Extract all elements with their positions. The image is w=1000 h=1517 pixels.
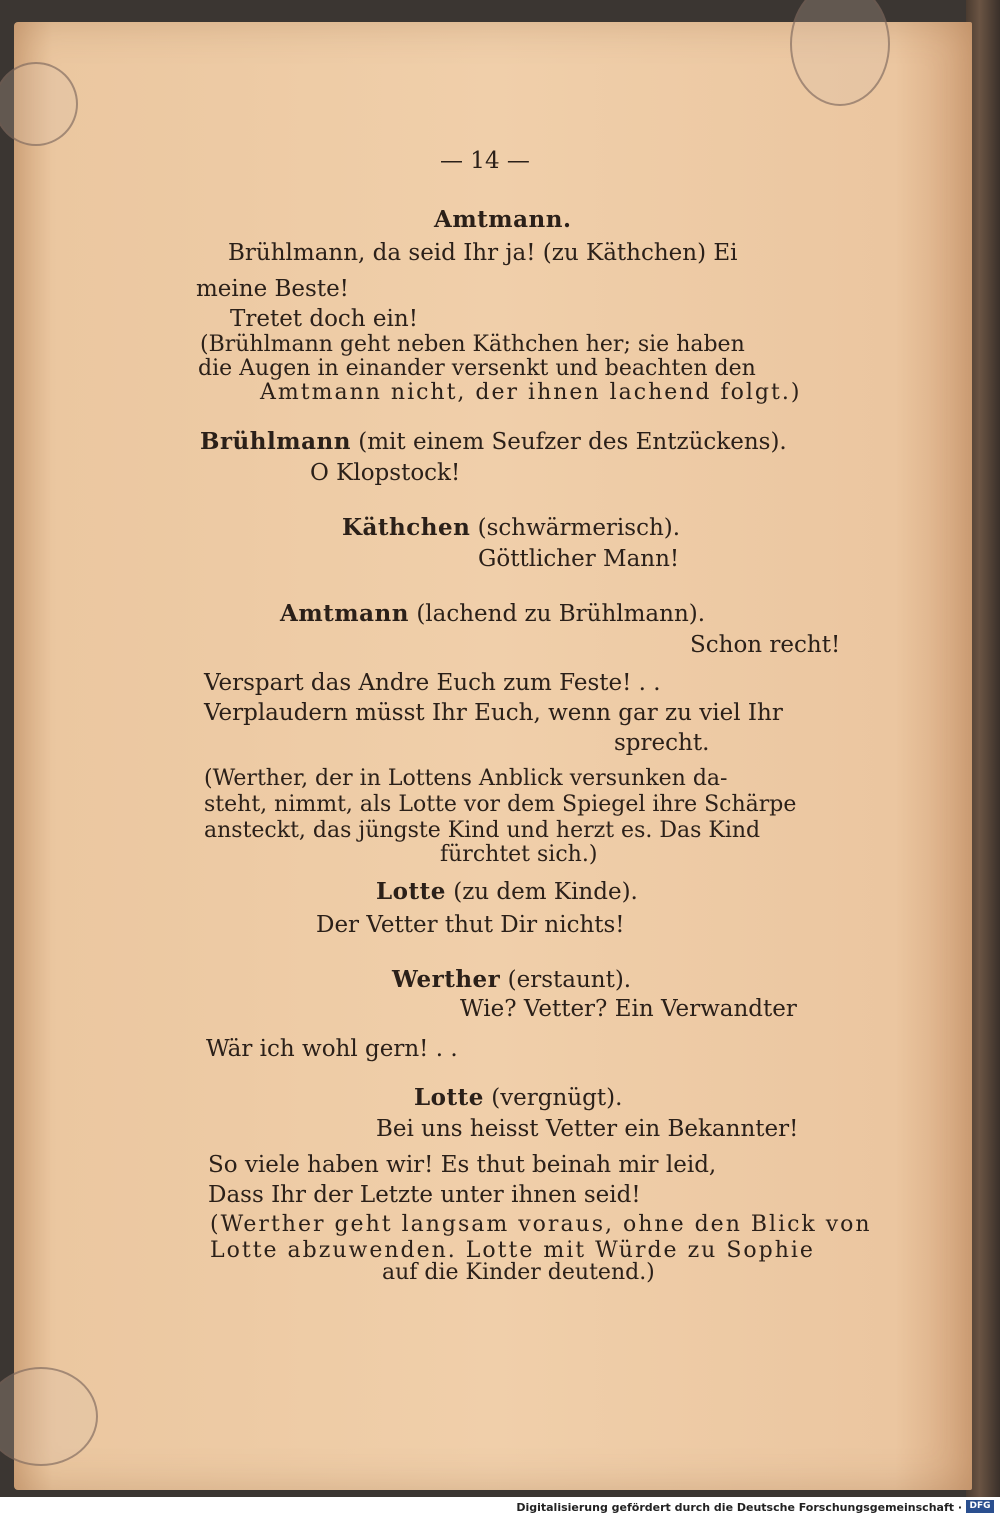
dialogue-line: O Klopstock! xyxy=(310,460,461,486)
dialogue-line: Wie? Vetter? Ein Verwandter xyxy=(460,996,797,1022)
stage-direction: (schwärmerisch). xyxy=(477,515,681,541)
page-clip-top-right xyxy=(790,0,890,106)
speaker-line xyxy=(414,1086,622,1110)
dialogue-line: Brühlmann, da seid Ihr ja! (zu Käthchen) Ei xyxy=(228,240,738,266)
speaker-line xyxy=(280,602,705,626)
dialogue-line: Dass Ihr der Letzte unter ihnen seid! xyxy=(208,1182,641,1208)
stage-direction: (mit einem Seufzer des Entzückens). xyxy=(358,429,787,455)
speaker-amtmann: Amtmann xyxy=(280,600,409,627)
stage-direction: (zu dem Kinde). xyxy=(453,879,638,905)
speaker-werther: Werther xyxy=(392,966,501,993)
digitization-footer xyxy=(0,1497,1000,1517)
stage-direction: die Augen in einander versenkt und beachten den xyxy=(198,356,756,381)
stage-direction: fürchtet sich.) xyxy=(440,842,598,867)
book-page xyxy=(14,22,972,1490)
dialogue-line: Bei uns heisst Vetter ein Bekannter! xyxy=(376,1116,799,1142)
dialogue-line: meine Beste! xyxy=(196,276,349,302)
page-clip-top-left xyxy=(0,62,78,146)
dialogue-line: Göttlicher Mann! xyxy=(478,546,680,572)
dialogue-line: Schon recht! xyxy=(690,632,841,658)
stage-direction: (Werther geht langsam voraus, ohne den Blick von xyxy=(210,1212,872,1237)
stage-direction: ansteckt, das jüngste Kind und herzt es. Das Kind xyxy=(204,818,761,843)
dialogue-line: Verspart das Andre Euch zum Feste! . . xyxy=(204,670,661,696)
speaker-line xyxy=(200,430,787,454)
stage-direction: Amtmann nicht, der ihnen lachend folgt.) xyxy=(260,380,802,405)
stage-direction: steht, nimmt, als Lotte vor dem Spiegel ihre Schärpe xyxy=(204,792,797,817)
dialogue-line: Verplaudern müsst Ihr Euch, wenn gar zu viel Ihr xyxy=(204,700,783,726)
speaker-line xyxy=(376,880,638,904)
speaker-line xyxy=(392,968,631,992)
speaker-kaethchen: Käthchen xyxy=(342,514,471,541)
footer-credit: Digitalisierung gefördert durch die Deutsche Forschungsgemeinschaft · xyxy=(516,1501,962,1514)
stage-direction: (lachend zu Brühlmann). xyxy=(416,601,706,627)
dialogue-line: sprecht. xyxy=(614,730,710,756)
stage-direction: auf die Kinder deutend.) xyxy=(382,1260,655,1285)
dialogue-line: Der Vetter thut Dir nichts! xyxy=(316,912,625,938)
stage-direction: Lotte abzuwenden. Lotte mit Würde zu Sophie xyxy=(210,1238,815,1263)
speaker-line xyxy=(342,516,680,540)
speaker-amtmann: Amtmann. xyxy=(434,206,572,233)
page-number: — 14 — xyxy=(440,148,530,174)
page-clip-bottom-left xyxy=(0,1367,98,1466)
speaker-lotte: Lotte xyxy=(414,1084,484,1111)
dialogue-line: Tretet doch ein! xyxy=(230,306,418,332)
stage-direction: (Brühlmann geht neben Käthchen her; sie haben xyxy=(200,332,745,357)
dialogue-line: So viele haben wir! Es thut beinah mir leid, xyxy=(208,1152,717,1178)
speaker-bruehlmann: Brühlmann xyxy=(200,428,351,455)
stage-direction: (vergnügt). xyxy=(491,1085,623,1111)
speaker-lotte: Lotte xyxy=(376,878,446,905)
dialogue-line: Wär ich wohl gern! . . xyxy=(206,1036,458,1062)
dfg-logo: DFG xyxy=(966,1500,994,1513)
stage-direction: (Werther, der in Lottens Anblick versunken da- xyxy=(204,766,728,791)
stage-direction: (erstaunt). xyxy=(507,967,632,993)
